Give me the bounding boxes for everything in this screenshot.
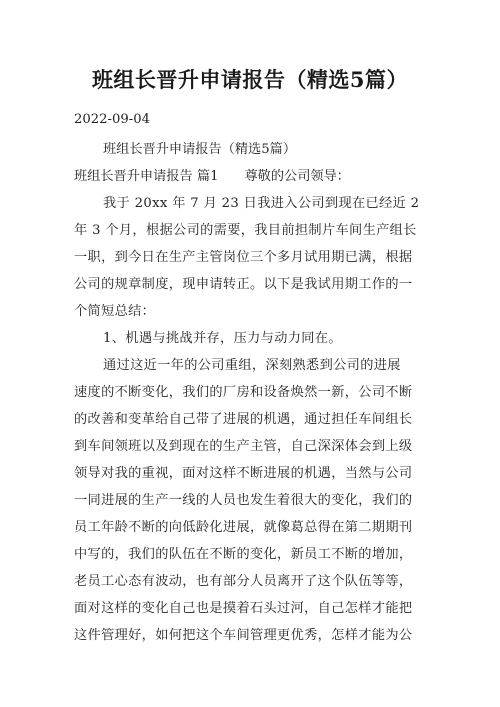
paragraph-line: 我于 20xx 年 7 月 23 日我进入公司到现在已经近 2	[103, 196, 420, 211]
paragraph-line: 一同进展的生产一线的人员也发生着很大的变化，我们的	[74, 493, 413, 508]
paragraph-line: 面对这样的变化自己也是摸着石头过河，自己怎样才能把	[74, 601, 413, 616]
document-title: 班组长晋升申请报告（精选5篇）	[91, 67, 409, 92]
article-heading: 班组长晋升申请报告 篇1	[74, 169, 219, 184]
paragraph-line: 到车间领班以及到现在的生产主管，自己深深体会到上级	[74, 439, 413, 454]
section-heading: 1、机遇与挑战并存，压力与动力同在。	[103, 331, 342, 346]
paragraph-line: 一职，到今日在生产主管岗位三个多月试用期已满，根据	[74, 250, 413, 265]
document-date: 2022-09-04	[74, 112, 151, 127]
paragraph-line: 中写的，我们的队伍在不断的变化，新员工不断的增加，	[74, 547, 413, 562]
paragraph-line: 通过这近一年的公司重组，深刻熟悉到公司的进展	[103, 358, 401, 373]
document-subtitle: 班组长晋升申请报告（精选5篇）	[103, 142, 297, 157]
paragraph-line: 个简短总结：	[74, 304, 156, 319]
paragraph-line: 速度的不断变化，我们的厂房和设备焕然一新，公司不断	[74, 385, 413, 400]
paragraph-line: 的改善和变革给自己带了进展的机遇，通过担任车间组长	[74, 412, 413, 427]
salutation: 尊敬的公司领导：	[244, 169, 350, 184]
paragraph-line: 这件管理好，如何把这个车间管理更优秀，怎样才能为公	[74, 628, 413, 643]
paragraph-line: 老员工心态有波动，也有部分人员离开了这个队伍等等，	[74, 574, 413, 589]
heading-and-salutation	[74, 170, 350, 183]
paragraph-line: 公司的规章制度，现申请转正。以下是我试用期工作的一	[74, 277, 413, 292]
paragraph-line: 年 3 个月，根据公司的需要，我目前担制片车间生产组长	[74, 223, 417, 238]
paragraph-line: 员工年龄不断的向低龄化进展，就像葛总得在第二期期刊	[74, 520, 413, 535]
paragraph-line: 领导对我的重视，面对这样不断进展的机遇，当然与公司	[74, 466, 413, 481]
